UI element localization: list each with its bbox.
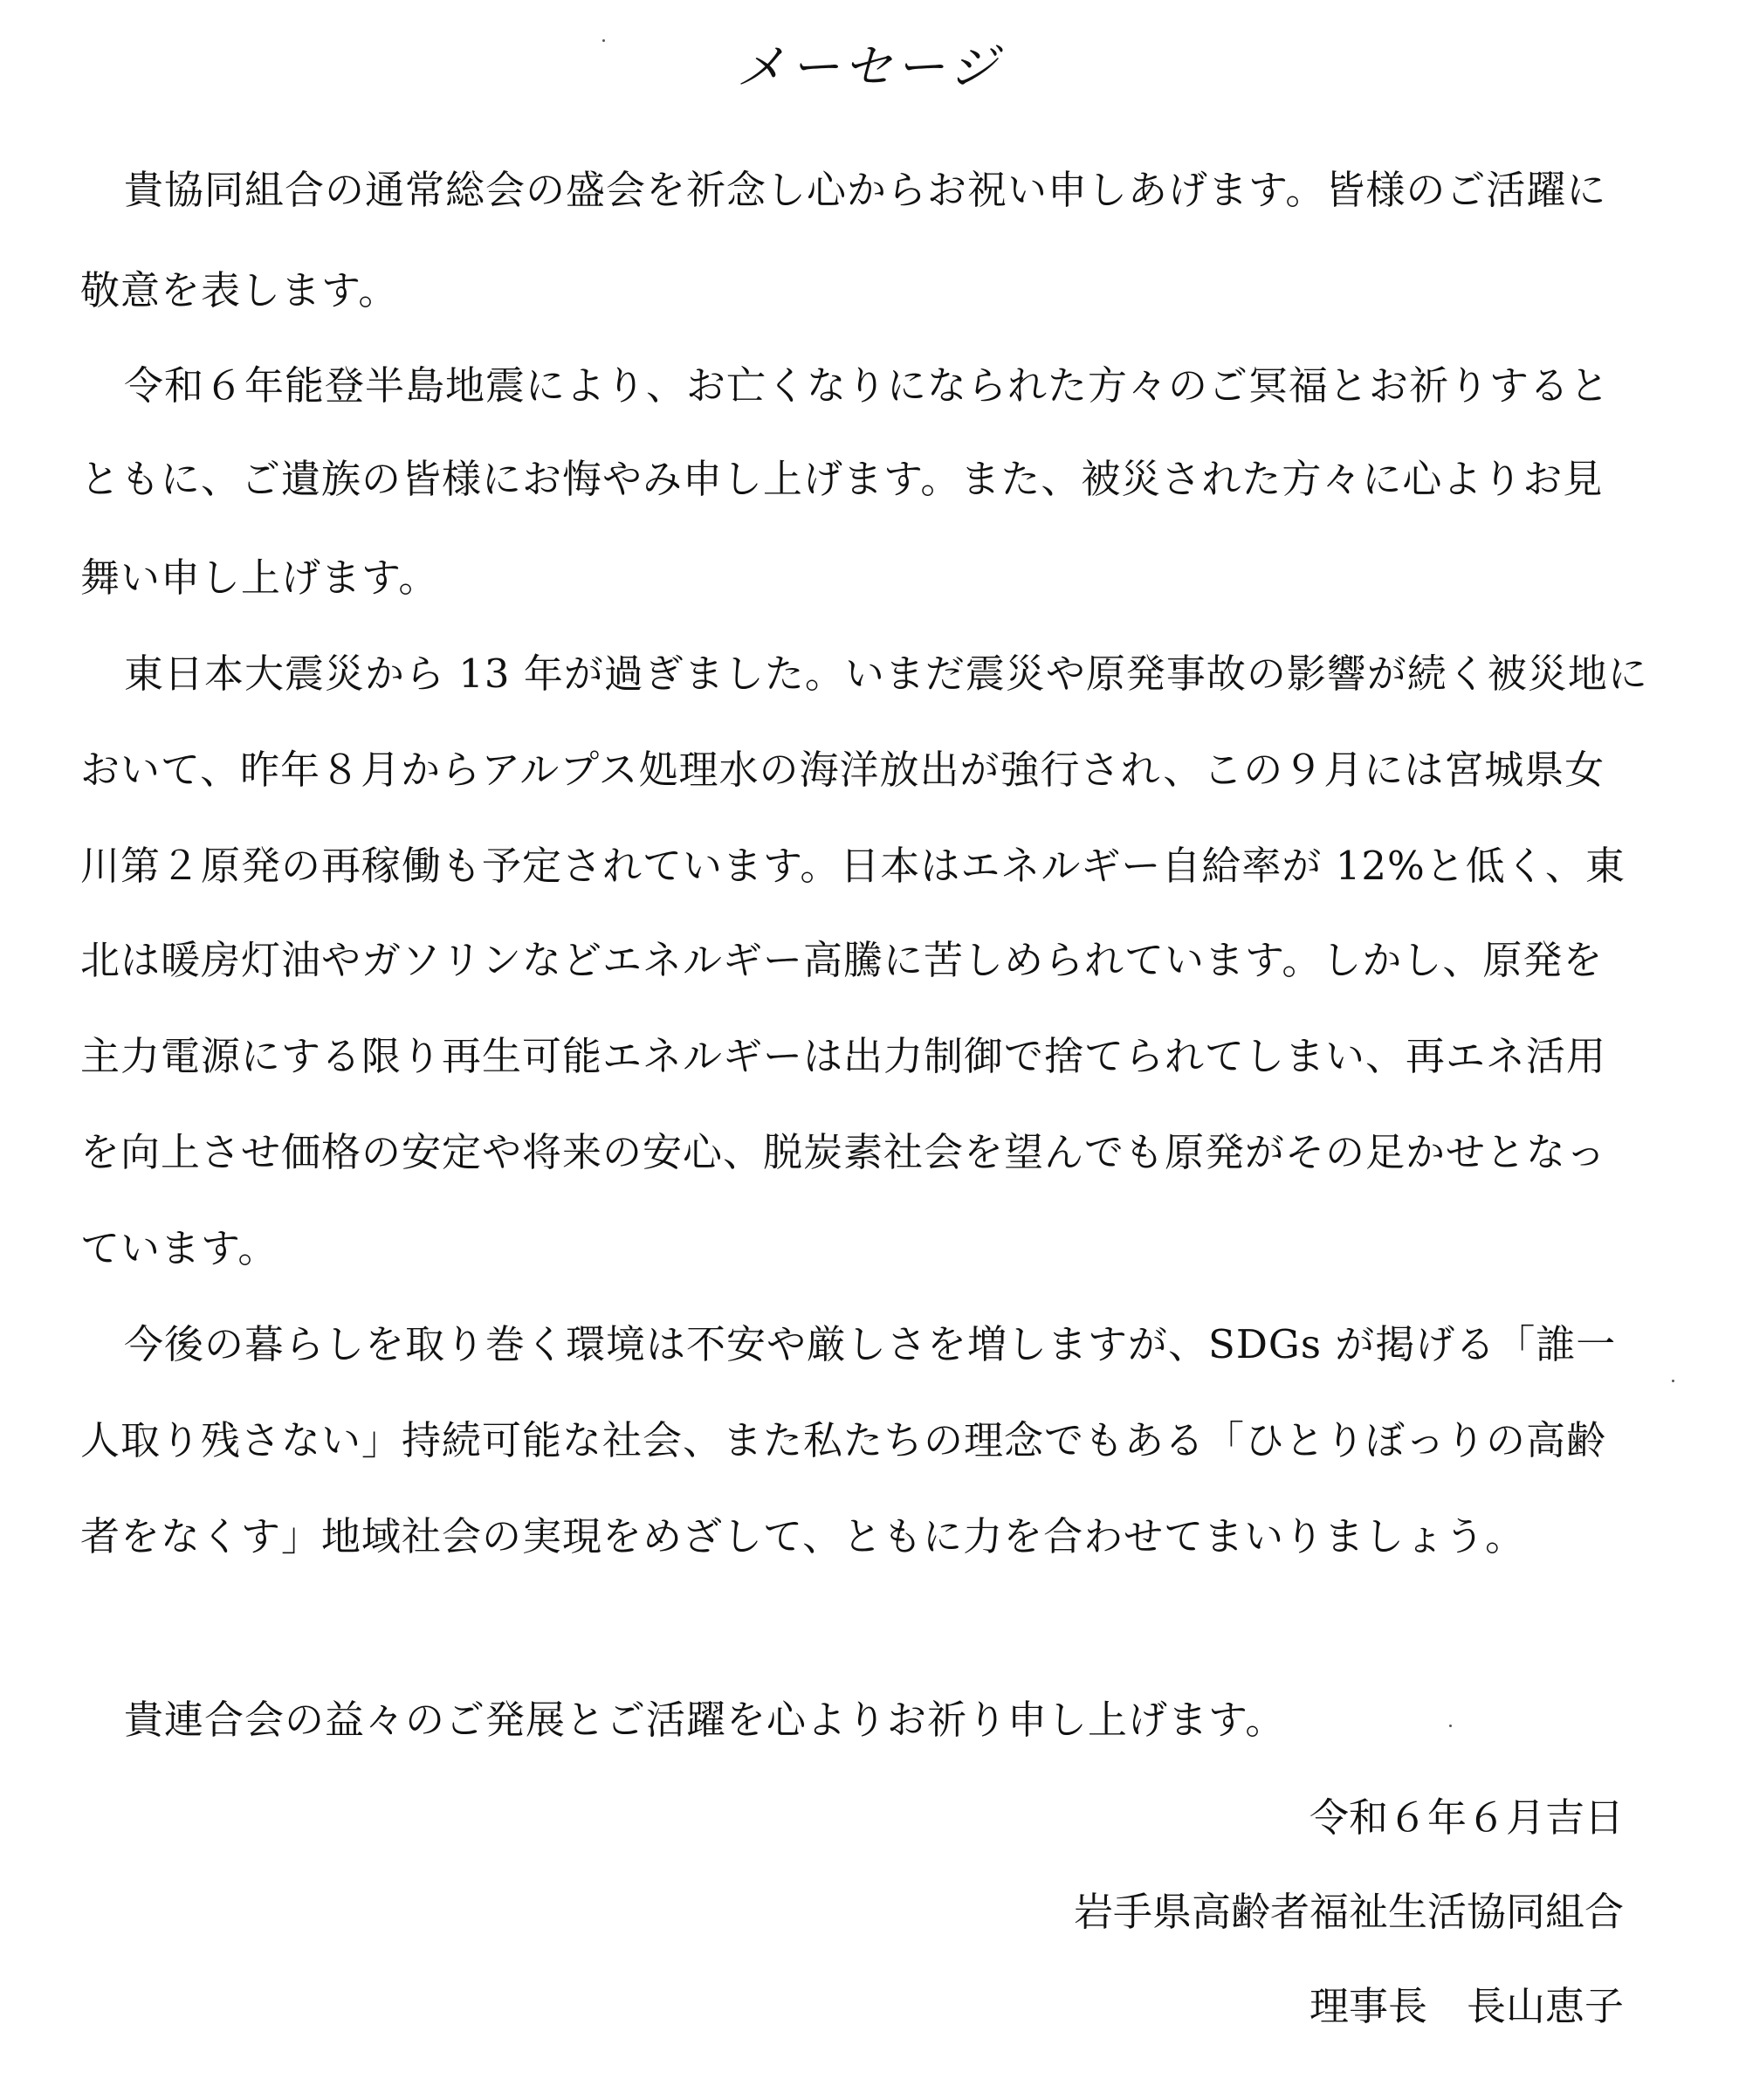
scan-speck	[1672, 1380, 1674, 1382]
signature-organization: 岩手県高齢者福祉生活協同組合	[1073, 1889, 1624, 1935]
scan-speck	[602, 39, 605, 42]
paragraph-3-line-5: 主力電源にする限り再生可能エネルギーは出力制御で捨てられてしまい、再エネ活用	[80, 1033, 1607, 1079]
signature-signer: 理事長 長山恵子	[1309, 1983, 1624, 2029]
paragraph-1-line-1: 貴協同組合の通常総会の盛会を祈念し心からお祝い申しあげます。皆様のご活躍に	[124, 167, 1607, 213]
paragraph-3-line-4: 北は暖房灯油やガソリンなどエネルギー高騰に苦しめられています。しかし、原発を	[80, 937, 1604, 983]
paragraph-3-line-6: を向上させ価格の安定や将来の安心、脱炭素社会を望んでも原発がその足かせとなっ	[80, 1129, 1607, 1175]
scan-speck	[1449, 1725, 1452, 1727]
paragraph-4-line-1: 今後の暮らしを取り巻く環境は不安や厳しさを増しますが、SDGs が掲げる「誰一	[124, 1321, 1617, 1367]
paragraph-1-line-2: 敬意を表します。	[80, 267, 399, 313]
paragraph-3-line-3: 川第２原発の再稼働も予定されています。日本はエネルギー自給率が 12%と低く、東	[80, 843, 1626, 889]
paragraph-4-line-2: 人取り残さない」持続可能な社会、また私たちの理念でもある「ひとりぼっりの高齢	[80, 1417, 1607, 1463]
paragraph-3-line-2: おいて、昨年８月からアルプス処理水の海洋放出が強行され、この９月には宮城県女	[80, 747, 1605, 793]
paragraph-2-line-1: 令和６年能登半島地震により、お亡くなりになられた方々のご冥福とお祈りすると	[124, 362, 1611, 409]
paragraph-4-line-3: 者をなくす」地域社会の実現をめざして、ともに力を合わせてまいりましょう。	[80, 1513, 1526, 1560]
paragraph-5-line-1: 貴連合会の益々のご発展とご活躍を心よりお祈り申し上げます。	[124, 1697, 1286, 1743]
signature-date: 令和６年６月吉日	[1309, 1794, 1624, 1841]
paragraph-2-line-3: 舞い申し上げます。	[80, 554, 439, 601]
paragraph-2-line-2: ともに、ご遺族の皆様にお悔やみ申し上げます。また、被災された方々に心よりお見	[80, 456, 1604, 502]
paragraph-3-line-7: ています。	[80, 1225, 278, 1271]
paragraph-3-line-1: 東日本大震災から 13 年が過ぎました。いまだ震災や原発事故の影響が続く被災地に	[124, 651, 1648, 697]
document-title: メーセージ	[736, 39, 1003, 96]
